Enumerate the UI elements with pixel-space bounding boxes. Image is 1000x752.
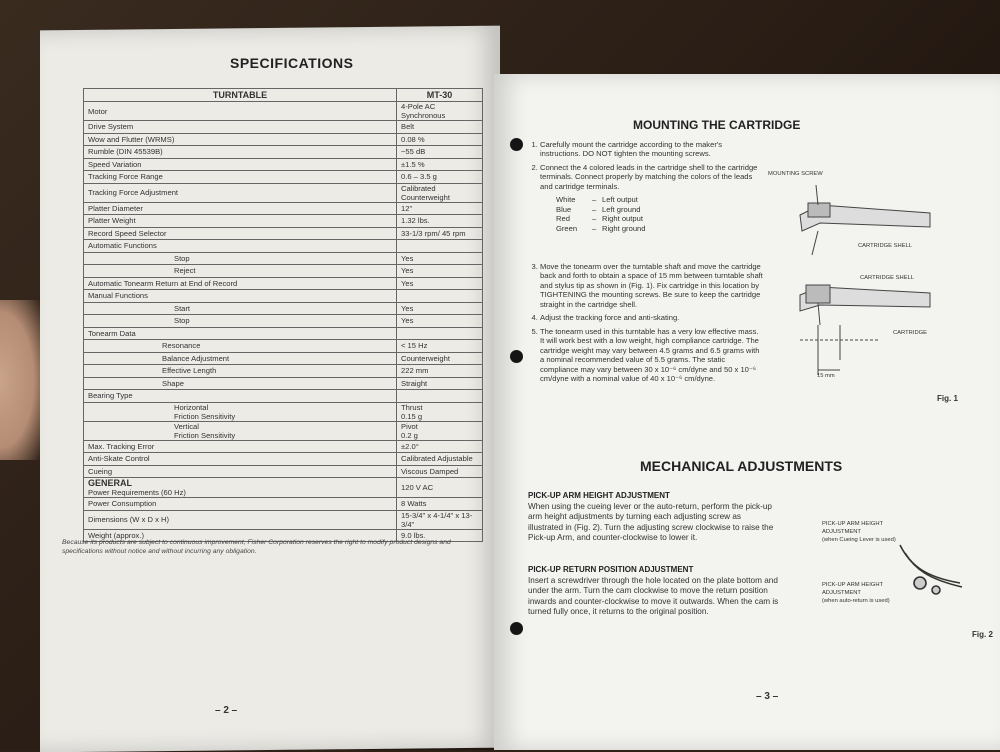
spec-value: 15-3/4" x 4-1/4" x 13-3/4" (397, 510, 483, 529)
spec-value: 9.0 lbs. (397, 529, 483, 542)
return-subtitle: PICK-UP RETURN POSITION ADJUSTMENT (528, 565, 694, 574)
power-req-label: Power Requirements (60 Hz) (88, 488, 186, 497)
spec-label: Cueing (84, 465, 397, 478)
spec-label: Tracking Force Adjustment (84, 183, 397, 202)
fig1-mounting-screw: MOUNTING SCREW (768, 171, 823, 177)
spec-value: 33-1/3 rpm/ 45 rpm (397, 227, 483, 240)
color-dash: – (592, 214, 597, 224)
fig2-label-b2: ADJUSTMENT (822, 590, 861, 596)
spec-value: 0.6 – 3.5 g (397, 171, 483, 184)
spec-label: Platter Weight (84, 215, 397, 228)
spec-value: 0.08 % (397, 133, 483, 146)
binder-hole (510, 350, 523, 363)
auto-stop: Stop (84, 252, 397, 265)
color-value: Left ground (602, 204, 641, 214)
spec-label: Weight (approx.) (84, 529, 397, 542)
fig1-cartridge: CARTRIDGE (893, 330, 928, 336)
auto-functions-label: Automatic Functions (84, 240, 397, 253)
spec-value: −55 dB (397, 146, 483, 159)
vertical-value1: Pivot (401, 421, 418, 431)
balance: Balance Adjustment (84, 352, 397, 365)
bearing-label: Bearing Type (84, 390, 397, 403)
spec-label: Motor (84, 102, 397, 121)
auto-reject-value: Yes (397, 265, 483, 278)
spec-row (84, 215, 483, 228)
binder-hole (510, 138, 523, 151)
mounting-title: MOUNTING THE CARTRIDGE (633, 118, 801, 132)
vertical-values (397, 421, 483, 440)
color-value: Right output (602, 214, 643, 224)
vertical-label: Vertical (174, 421, 199, 431)
spec-row (84, 183, 483, 202)
page-number-left: – 2 – (215, 705, 238, 716)
resonance: Resonance (84, 340, 397, 353)
manual-start-value: Yes (397, 302, 483, 315)
step-5: 5. The tonearm used in this turntable has a very low effective mass. It will work best with a low weight, high compliance cartridge. The cartridge weight may vary between 4.5 grams and 6.5 grams with a nominal recommended value of 5.5 grams. The static compliance may vary between 30 x 10⁻⁶ cm/dyne and 50 x 10⁻⁶ cm/dyne with a nominal value of 40 x 10⁻⁶ cm/dyne. (540, 327, 763, 384)
spec-label: Platter Diameter (84, 202, 397, 215)
color-table (556, 195, 758, 233)
spec-label: Wow and Flutter (WRMS) (84, 133, 397, 146)
fig1-dimension: 15 mm (817, 373, 835, 379)
binder-hole (510, 622, 523, 635)
mechanical-title: MECHANICAL ADJUSTMENTS (640, 458, 843, 474)
effective-length: Effective Length (84, 365, 397, 378)
specifications-title: SPECIFICATIONS (230, 55, 354, 71)
spec-row (84, 227, 483, 240)
auto-stop-value: Yes (397, 252, 483, 265)
fig2-illustration (880, 535, 970, 605)
spec-value: Calibrated Adjustable (397, 453, 483, 466)
color-row (556, 214, 758, 223)
horizontal-label: Horizontal (174, 402, 209, 412)
vertical-value2: 0.2 g (401, 430, 418, 440)
horizontal-value2: 0.15 g (401, 411, 423, 421)
effective-length-value: 222 mm (397, 365, 483, 378)
fig1-cartridge-shell-2: CARTRIDGE SHELL (860, 275, 915, 281)
spec-row (84, 510, 483, 529)
color-dash: – (592, 195, 597, 205)
color-value: Left output (602, 195, 638, 205)
spec-row (84, 133, 483, 146)
manual-stop: Stop (84, 315, 397, 328)
spec-row (84, 121, 483, 134)
spec-value: ±1.5 % (397, 158, 483, 171)
spec-row (84, 465, 483, 478)
spec-value: 12" (397, 202, 483, 215)
horizontal-value1: Thrust (401, 402, 423, 412)
spec-disclaimer: Because its products are subject to continuous improvement, Fisher Corporation reserves the right to modify product designs and specifications without notice and without incurring any obligation. (62, 539, 451, 556)
spec-value: 4-Pole AC Synchronous (397, 102, 483, 121)
spec-label: Record Speed Selector (84, 227, 397, 240)
header-turntable: TURNTABLE (84, 89, 397, 102)
spec-table (83, 88, 483, 542)
spec-row (84, 146, 483, 159)
spec-row (84, 453, 483, 466)
spec-row (84, 202, 483, 215)
height-text: When using the cueing lever or the auto-return, perform the pick-up arm height adjustments by turning each adjusting screw as illustrated in (Fig. 2). Turn the adjusting screw clockwise to raise the Pick-up Arm, and counter-clockwise to lower it. (528, 502, 774, 542)
color-name: Green (556, 223, 578, 233)
return-text: Insert a screwdriver through the hole located on the plate bottom and under the arm. Turn the cam clockwise to move the return position inwards and counter-clockwise to move it outwards. When the cam is turned fully once, it returns to the original position. (528, 576, 779, 616)
color-row (556, 224, 758, 233)
fig2-label-a1: PICK-UP ARM HEIGHT (822, 521, 884, 527)
spec-value: ±2.0° (397, 440, 483, 453)
vertical-friction: Friction Sensitivity (174, 430, 236, 440)
horizontal-values (397, 402, 483, 421)
spec-value: 1.32 lbs. (397, 215, 483, 228)
spec-label: Power Consumption (84, 498, 397, 511)
spec-row (84, 171, 483, 184)
spec-label: Anti-Skate Control (84, 453, 397, 466)
spec-value: Calibrated Counterweight (397, 183, 483, 202)
manual-functions-label: Manual Functions (84, 290, 397, 303)
resonance-value: < 15 Hz (397, 340, 483, 353)
fig2-caption: Fig. 2 (972, 630, 993, 639)
color-name: Blue (556, 204, 572, 214)
spec-value: Viscous Damped (397, 465, 483, 478)
fig2-label-a3: (when Cueing Lever is used) (822, 537, 896, 543)
shape-value: Straight (397, 377, 483, 390)
step-3: 3. Move the tonearm over the turntable shaft and move the cartridge back and forth to obtain a space of 15 mm between turntable shaft and stylus tip as shown in (Fig. 1). Fix cartridge in this location by TIGHTENING the mounting screws. Be sure to keep the cartridge straight in the cartridge shell. (540, 262, 763, 309)
mounting-steps-bottom (528, 262, 763, 388)
spec-row (84, 498, 483, 511)
color-dash: – (592, 204, 597, 214)
auto-return-value: Yes (397, 277, 483, 290)
balance-value: Counterweight (397, 352, 483, 365)
auto-return-label: Automatic Tonearm Return at End of Record (84, 277, 397, 290)
height-subtitle: PICK-UP ARM HEIGHT ADJUSTMENT (528, 491, 670, 500)
shape: Shape (84, 377, 397, 390)
page-number-right: – 3 – (756, 691, 779, 702)
general-label: GENERAL (88, 478, 133, 488)
spec-value: 8 Watts (397, 498, 483, 511)
color-value: Right ground (602, 223, 646, 233)
vertical (84, 421, 397, 440)
fig2-label-a2: ADJUSTMENT (822, 529, 861, 535)
step-4: 4. Adjust the tracking force and anti-skating. (540, 313, 763, 322)
spec-label: Max. Tracking Error (84, 440, 397, 453)
horizontal (84, 402, 397, 421)
spec-label: Drive System (84, 121, 397, 134)
fig1-cartridge-shell-1: CARTRIDGE SHELL (858, 243, 913, 249)
auto-reject: Reject (84, 265, 397, 278)
spec-row (84, 440, 483, 453)
fig2-label-b3: (when auto-return is used) (822, 598, 890, 604)
color-dash: – (592, 223, 597, 233)
spec-value: Belt (397, 121, 483, 134)
manual-stop-value: Yes (397, 315, 483, 328)
thumb (0, 300, 40, 460)
mounting-steps-top (528, 140, 758, 239)
spec-label: Tracking Force Range (84, 171, 397, 184)
step-1: 1. Carefully mount the cartridge according to the maker's instructions. DO NOT tighten the mounting screws. (540, 140, 758, 159)
spec-label: Speed Variation (84, 158, 397, 171)
fig2-label-b1: PICK-UP ARM HEIGHT (822, 582, 884, 588)
general-section (84, 478, 397, 498)
spec-row (84, 102, 483, 121)
manual-start: Start (84, 302, 397, 315)
color-name: Red (556, 214, 570, 224)
color-row (556, 205, 758, 214)
spec-row (84, 158, 483, 171)
fig1-caption: Fig. 1 (937, 394, 958, 403)
tonearm-label: Tonearm Data (84, 327, 397, 340)
spec-label: Rumble (DIN 45539B) (84, 146, 397, 159)
header-model: MT-30 (397, 89, 483, 102)
step-2: 2. Connect the 4 colored leads in the cartridge shell to the cartridge terminals. Connect properly by matching the colors of the leads and cartridge terminals. (540, 163, 758, 191)
color-name: White (556, 195, 576, 205)
horizontal-friction: Friction Sensitivity (174, 411, 236, 421)
color-row (556, 195, 758, 204)
spec-label: Dimensions (W x D x H) (84, 510, 397, 529)
power-req-value: 120 V AC (397, 478, 483, 498)
